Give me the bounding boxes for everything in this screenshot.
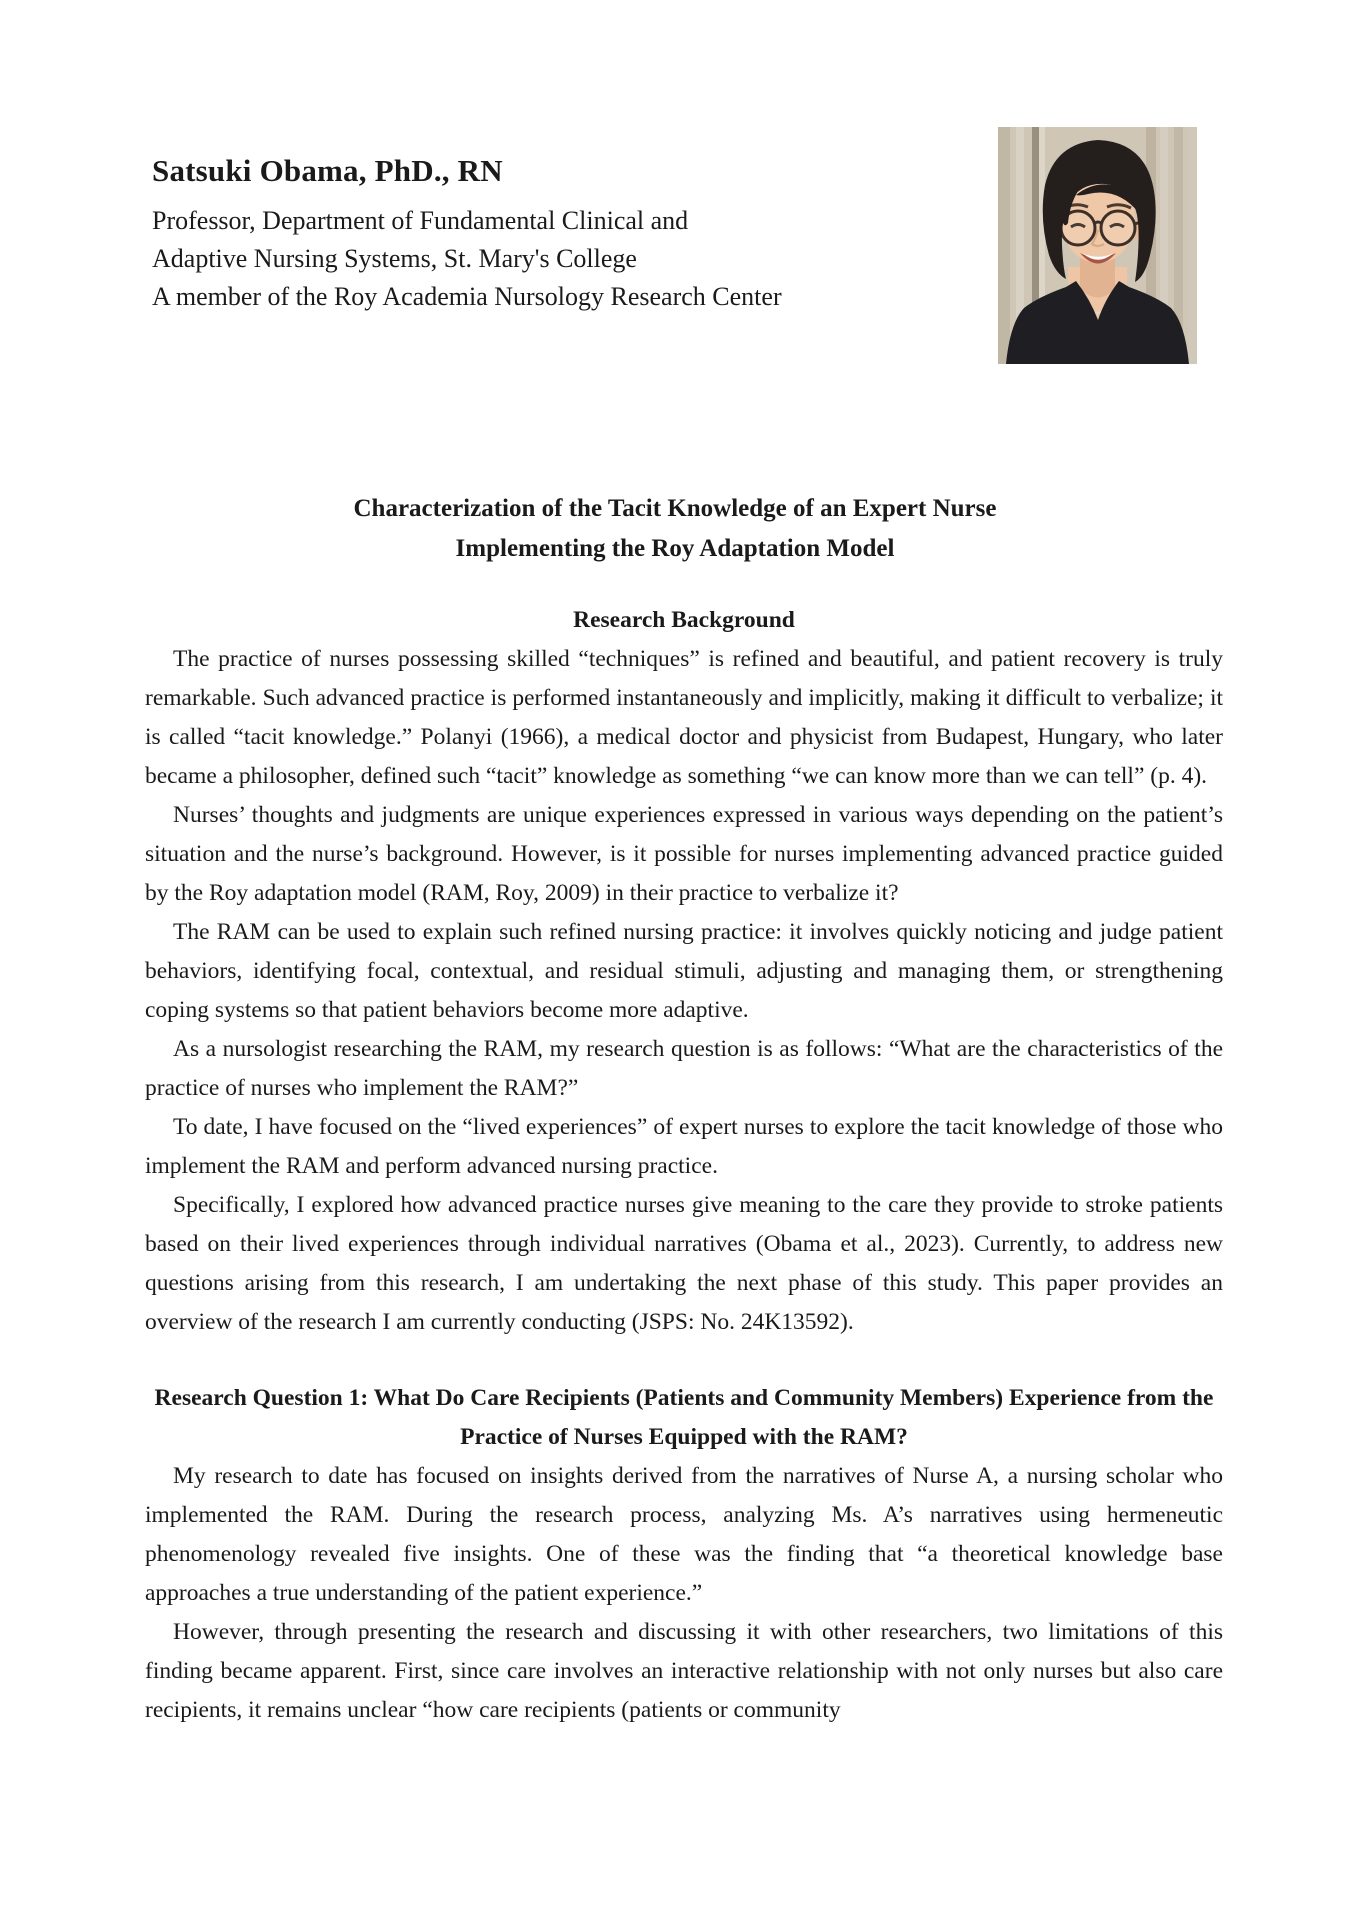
author-name: Satsuki Obama, PhD., RN bbox=[152, 153, 503, 188]
author-block bbox=[152, 152, 782, 316]
paragraph: The RAM can be used to explain such refined nursing practice: it involves quickly noticing and judge patient behaviors, identifying focal, contextual, and residual stimuli, adjusting and managing them, or strengthening coping systems so that patient behaviors become more adaptive. bbox=[145, 919, 1223, 1023]
author-portrait-photo bbox=[998, 127, 1197, 364]
paragraph: My research to date has focused on insights derived from the narratives of Nurse A, a nursing scholar who implemented the RAM. During the research process, analyzing Ms. A’s narratives using hermeneutic phenomenology revealed five insights. One of these was the finding that “a theoretical knowledge base approaches a true understanding of the patient experience.” bbox=[145, 1463, 1223, 1606]
document-body bbox=[145, 601, 1223, 1730]
paragraph: The practice of nurses possessing skilled “techniques” is refined and beautiful, and patient recovery is truly remarkable. Such advanced practice is performed instantaneously and implicitly, making it difficult to verbalize; it is called “tacit knowledge.” Polanyi (1966), a medical doctor and physicist from Budapest, Hungary, who later became a philosopher, defined such “tacit” knowledge as something “we can know more than we can tell” (p. 4). bbox=[145, 646, 1223, 789]
paper-title-line-1: Characterization of the Tacit Knowledge of an Expert Nurse bbox=[353, 495, 997, 522]
paper-title bbox=[136, 489, 1214, 569]
section-research-question-1 bbox=[145, 1379, 1223, 1730]
paragraph: Specifically, I explored how advanced practice nurses give meaning to the care they provide to stroke patients based on their lived experiences through individual narratives (Obama et al., 2023). Currently, to address new questions arising from this research, I am undertaking the next phase of this study. This paper provides an overview of the research I am currently conducting (JSPS: No. 24K13592). bbox=[145, 1192, 1223, 1335]
paragraph: To date, I have focused on the “lived experiences” of expert nurses to explore the tacit knowledge of those who implement the RAM and perform advanced nursing practice. bbox=[145, 1114, 1223, 1179]
section-heading-research-background: Research Background bbox=[573, 607, 795, 633]
author-affiliation-line-3: A member of the Roy Academia Nursology Research Center bbox=[152, 282, 782, 311]
section-research-background bbox=[145, 601, 1223, 1342]
paragraph: However, through presenting the research and discussing it with other researchers, two limitations of this finding became apparent. First, since care involves an interactive relationship with not only nurses but also care recipients, it remains unclear “how care recipients (patients or community bbox=[145, 1619, 1223, 1723]
portrait-illustration bbox=[998, 127, 1197, 364]
paper-title-line-2: Implementing the Roy Adaptation Model bbox=[455, 535, 895, 562]
paragraph: Nurses’ thoughts and judgments are unique experiences expressed in various ways depending on the patient’s situation and the nurse’s background. However, is it possible for nurses implementing advanced practice guided by the Roy adaptation model (RAM, Roy, 2009) in their practice to verbalize it? bbox=[145, 802, 1223, 906]
author-affiliation-line-2: Adaptive Nursing Systems, St. Mary's College bbox=[152, 244, 637, 273]
paragraph: As a nursologist researching the RAM, my research question is as follows: “What are the characteristics of the practice of nurses who implement the RAM?” bbox=[145, 1036, 1223, 1101]
section-heading-research-question-1: Research Question 1: What Do Care Recipients (Patients and Community Members) Experience from the Practice of Nurses Equipped with the RAM? bbox=[154, 1385, 1214, 1450]
author-affiliation-line-1: Professor, Department of Fundamental Clinical and bbox=[152, 206, 689, 235]
